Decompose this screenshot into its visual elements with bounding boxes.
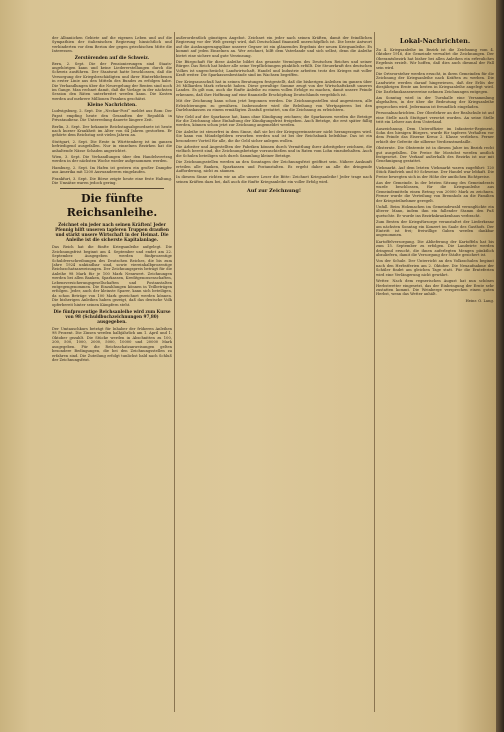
news-title: Kleine Nachrichten.: [87, 103, 137, 109]
paragraph: Die Arbeiter und Angestellten der Fabriken können durch Vermittlung ihrer Arbeitgeber zeichnen, die vielfach bereit sind, die Zeichnungsbeträge vorzuschießen und in Raten vom Lohn einzubehalten. Auch die Schulen beteiligen sich durch Sammlung kleiner Beträge.: [176, 144, 372, 158]
local-paragraph: Obsternte. Die Obsternte ist in diesem Jahre im Bezirk recht gut ausgefallen. Die Preise für Mostobst werden amtlich festgesetzt. Der Verkauf außerhalb des Bezirks ist nur mit Genehmigung gestattet.: [376, 146, 494, 164]
column-rule: [174, 32, 175, 712]
local-paragraph: Aus der Gemeinde. In der letzten Sitzung des Gemeinderats wurde beschlossen, für die Kriegsanleihe aus Gemeindemitteln einen Betrag von 20000 Mark zu zeichnen. Ferner wurde die Verteilung von Brennholz an die Familien der Kriegsteilnehmer geregelt.: [376, 180, 494, 203]
local-paragraph: Die Ortsvorsteher werden ersucht, in ihren Gemeinden für die Zeichnung der Kriegsanleihe nach Kräften zu werben. Die Landwirte werden darauf hingewiesen, daß der Erlös der diesjährigen Ernte am besten in Kriegsanleihe angelegt wird. Die Darlehnskassenvereine nehmen Zeichnungen entgegen.: [376, 72, 494, 94]
local-paragraph: Unfall. Beim Holzmachen im Gemeindewald verunglückte ein älterer Mann, indem ihm ein fallender Stamm den Fuß quetschte. Er wurde ins Bezirkskrankenhaus verbracht.: [376, 205, 494, 218]
column-middle: [176, 0, 372, 732]
news-item: Frankfurt, 3. Sept. Die Börse zeigte heute eine feste Haltung. Die Umsätze waren jedoch gering.: [52, 176, 172, 185]
article-body: Das Reich hat die fünfte Kriegsanleihe aufgelegt. Die Zeichnungsfrist beginnt am 4. September und endet am 22. September. Ausgegeben werden fünfprozentige Schuldverschreibungen des Deutschen Reiches, die bis zum Jahre 1924 unkündbar sind, sowie viereinhalbprozentige Reichsschatzanweisungen. Der Zeichnungspreis beträgt für die Anleihe 98 Mark für je 100 Mark Nennwert. Zeichnungen werden bei allen Banken, Sparkassen, Kreditgenossenschaften, Lebensversicherungsgesellschaften und Postanstalten entgegengenommen. Die Einzahlungen können in Teilbeträgen erfolgen. Jeder, auch der kleinste Sparer, kann sich beteiligen, da schon Beträge von 100 Mark gezeichnet werden können. Die bisherigen Anleihen haben gezeigt, daß das deutsche Volk opferbereit hinter seinen Kämpfern steht.: [52, 245, 172, 307]
paragraph: In diesem Sinne richten wir an alle unsere Leser die Bitte: Zeichnet Kriegsanleihe! Jeder trage nach seinen Kräften dazu bei, daß auch die fünfte Kriegsanleihe ein voller Erfolg wird.: [176, 175, 372, 184]
news-item: Wien, 3. Sept. Die Verhandlungen über den Handelsvertrag werden in der nächsten Woche wieder aufgenommen werden.: [52, 154, 172, 164]
article-subhead: Die fünfprozentige Reichsanleihe wird zum Kurse von 98 (Schuldbuchzeichnungen 97,80) ausgegeben.: [53, 309, 171, 325]
intro-paragraph: der Albaniichen Gebiete auf die eigenen Leben und auf die Sympathien der italienischen Regierung hinsichtlich und verhinderten vor dem Berion der gegen griechischen Mitte die Interessen.: [52, 36, 172, 54]
news-item: Stuttgart, 2. Sept. Die Ernte in Württemberg ist im ganzen befriedigend ausgefallen. Nur in einzelnen Bezirken hat die anhaltende Nässe Schaden angerichtet.: [52, 139, 172, 153]
local-paragraph: Wetter. Nach dem regnerischen August hat nun schönes Herbstwetter eingesetzt, das der Einbringung der Ernte sehr zustatten kommt. Die Weinberge versprechen einen guten Herbst, wenn das Wetter anhält.: [376, 279, 494, 297]
column-right: [376, 0, 494, 732]
column-left: [52, 0, 172, 732]
paragraph: Die Zeichnungsstellen werden an den Sonntagen der Zeichnungsfrist geöffnet sein. Nähere Auskunft erteilen alle Banken, Sparkassen und Postanstalten. Es ergeht daher an alle die dringende Aufforderung, nicht zu säumen.: [176, 160, 372, 173]
news-item: Ludwigsburg, 2. Sept. Die „Neckar-Post“ meldet aus Rom: Der Papst empfing heute den Gesandten der Republik in Privataudienz. Die Unterredung dauerte längere Zeit.: [52, 109, 172, 123]
news-item: Berlin, 3. Sept. Der bekannte Reichstagsabgeordnete ist heute nach kurzer Krankheit im Alter von 64 Jahren gestorben. Er gehörte dem Reichstag seit vielen Jahren an.: [52, 124, 172, 138]
local-paragraph: Auszeichnung. Dem Unteroffizier im Infanterie-Regiment, Sohn des hiesigen Bürgers, wurde für tapferes Verhalten vor dem Feinde das Eiserne Kreuz 2. Klasse verliehen. Ferner erhielt der Gefreite die silberne Verdienstmedaille.: [376, 126, 494, 144]
column-rule: [374, 32, 375, 712]
section-title: Zerstörenden auf die Schweiz.: [74, 55, 150, 61]
paragraph: Mit der Zeichnung kann schon jetzt begonnen werden. Die Zeichnungsstellen sind angewiesen, alle Erleichterungen zu gewähren. Insbesondere wird die Beleihung von Wertpapieren bei den Darlehnskassen zu einem ermäßigten Zinsfuß gestattet, um die Zeichnung zu erleichtern.: [176, 99, 372, 113]
section-text: Bern, 2. Sept. Die der Pensionierungen sind Staats- angehörigen kann und keine Liedererstellungen durch die Schweiz ausführen. Der Staatsrat hatte beschlossen, daß die Versorgung der Kriegsbeschädigten und ihrer Hinterbliebenen in erster Linie aus den Mitteln des Bundes zu erfolgen habe. Die Verhandlungen über die Neuregelung der Renten sind noch im Gange. Man rechnet damit, daß die Vorlage in der nächsten Session den Räten unterbreitet werden kann. Die Kosten werden auf mehrere Millionen Franken geschätzt.: [52, 61, 172, 101]
local-news-title: Lokal-Nachrichten.: [399, 37, 471, 45]
local-paragraph: Personalnachrichten. Der Oberlehrer an der Realschule ist auf eine Stelle nach Stuttgart versetzt worden. An seine Stelle tritt ein Lehrer aus dem Unterland.: [376, 111, 494, 125]
local-paragraph: Am Sonntag wird in der Turnhalle eine Versammlung abgehalten, in der über die Bedeutung der Kriegsanleihe gesprochen wird. Jedermann ist freundlich eingeladen.: [376, 96, 494, 109]
paragraph: Die Bürgschaft für diese Anleihe bildet das gesamte Vermögen des Deutschen Reiches und seiner Bürger. Das Reich hat bisher alle seine Verpflichtungen pünktlich erfüllt. Die Steuerkraft des deutschen Volkes ist ungeschwächt; Landwirtschaft, Handel und Industrie arbeiten trotz des Krieges mit voller Kraft weiter. Die Sparkassenbestände sind im Wachsen begriffen.: [176, 60, 372, 78]
headline: Die fünfte Reichsanleihe.: [66, 192, 158, 220]
local-paragraph: Von der Schule. Der Unterricht an den Volksschulen beginnt nach den Herbstferien am 2. Oktober. Die Neuaufnahme der Schüler findet am gleichen Tage statt. Für die Ernteferien wird eine Verlängerung nicht gewährt.: [376, 259, 494, 277]
paragraph: Der Kriegsausschuß hat in seinen Beratungen festgestellt, daß die bisherigen Anleihen im ganzen über 36 Milliarden Mark erbracht haben. Diese gewaltige Summe zeugt von der Wirtschaftskraft unseres Landes. Es gilt nun, auch die fünfte Anleihe zu einem vollen Erfolge zu machen, damit unsere Feinde erkennen, daß ihre Hoffnung auf eine finanzielle Erschöpfung Deutschlands vergeblich ist.: [176, 79, 372, 97]
news-item: Hamburg, 2. Sept. Im Hafen ist gestern ein großer Dampfer aus Amerika mit 1200 Auswanderern eingelaufen.: [52, 165, 172, 175]
article-body-2: Der Umtauschkurs beträgt für Inhaber der früheren Anleihen 98 Prozent. Die Zinsen werden halbjährlich am 1. April und 1. Oktober gezahlt. Die Stücke werden in Abschnitten zu 100, 200, 500, 1000, 2000, 5000, 10000 und 20000 Mark ausgegeben. Für die Reichsschatzanweisungen gelten besondere Bedingungen, die bei den Zeichnungsstellen zu erfahren sind. Die Zuteilung erfolgt tunlichst bald nach Schluß der Zeichnungsfrist.: [52, 327, 172, 362]
local-paragraph: Viehmarkt. Auf dem letzten Viehmarkt waren zugeführt: 120 Stück Rindvieh und 80 Schweine. Der Handel war lebhaft. Die Preise bewegten sich in der Höhe der amtlichen Richtpreise.: [376, 165, 494, 179]
lead-paragraph: Zeichnet ein jeder nach seinen Kräften! Jeder Pfennig hilft unseren tapferen Truppen draußen und stärkt unsere Wirtschaft in der Heimat. Die Anleihe ist die sicherste Kapitalanlage.: [55, 222, 169, 243]
paragraph: Die Anleihe ist steuerfrei in dem Sinne, daß sie bei der Kriegsgewinnsteuer nicht herangezogen wird. Sie kann von Mündelgeldern erworben werden und ist bei der Reichsbank beleihbar. Das ist ein besonderer Vorteil für alle, die ihr Geld sicher anlegen wollen.: [176, 129, 372, 143]
local-paragraph: Zum Besten der Kriegsfürsorge veranstaltet der Liederkranz am nächsten Sonntag ein Konzert im Saale des Gasthofs. Der Eintritt ist frei; freiwillige Gaben werden dankbar angenommen.: [376, 220, 494, 238]
local-paragraph: Kartoffelversorgung. Die Ablieferung der Kartoffeln hat bis zum 15. September zu erfolgen. Die Landwirte werden dringend ersucht, die ihnen auferlegten Mengen pünktlich abzuliefern, damit die Versorgung der Städte gesichert ist.: [376, 239, 494, 258]
page-edge-shadow: [496, 0, 504, 732]
signoff: Heinr. O. Lang.: [465, 298, 494, 303]
local-paragraph: Zu 4. Kriegsanleihe im Bezirk ist die Zeichnung vom 4. Oktober 1916, die Gemeinde verwaltet die Zeichnungen. Der Oberamtsbezirk hat bisher bei allen Anleihen ein erfreuliches Ergebnis erzielt. Wir hoffen, daß dies auch diesmal der Fall sein wird.: [376, 48, 494, 70]
paragraph: Wer Geld auf der Sparkasse hat, kann ohne Kündigung zeichnen; die Sparkassen werden die Beträge für die Zeichnung ohne Einhaltung der Kündigungsfrist freigeben. Auch Beträge, die erst später fällig werden, können schon jetzt zur Zeichnung angemeldet werden.: [176, 114, 372, 128]
paragraph: außerordentlich günstigen Angebot. Zeichnet ein jeder nach seinen Kräften, damit der feindlichen Regierung vor der Welt gezeigt wird, daß Deutschland finanziell unerschöpflich ist. Die beste Antwort auf die Aushungerungspläne unserer Gegner ist ein glänzendes Ergebnis der neuen Kriegsanleihe. Es kommt auf jeden Einzelnen an. Wer zeichnet, hilft dem Vaterlande und sich selbst, denn die Anleihe bietet eine sichere und gute Verzinsung.: [176, 36, 372, 58]
closing-line: Auf zur Zeichnung!: [246, 188, 302, 195]
divider: [60, 188, 164, 189]
